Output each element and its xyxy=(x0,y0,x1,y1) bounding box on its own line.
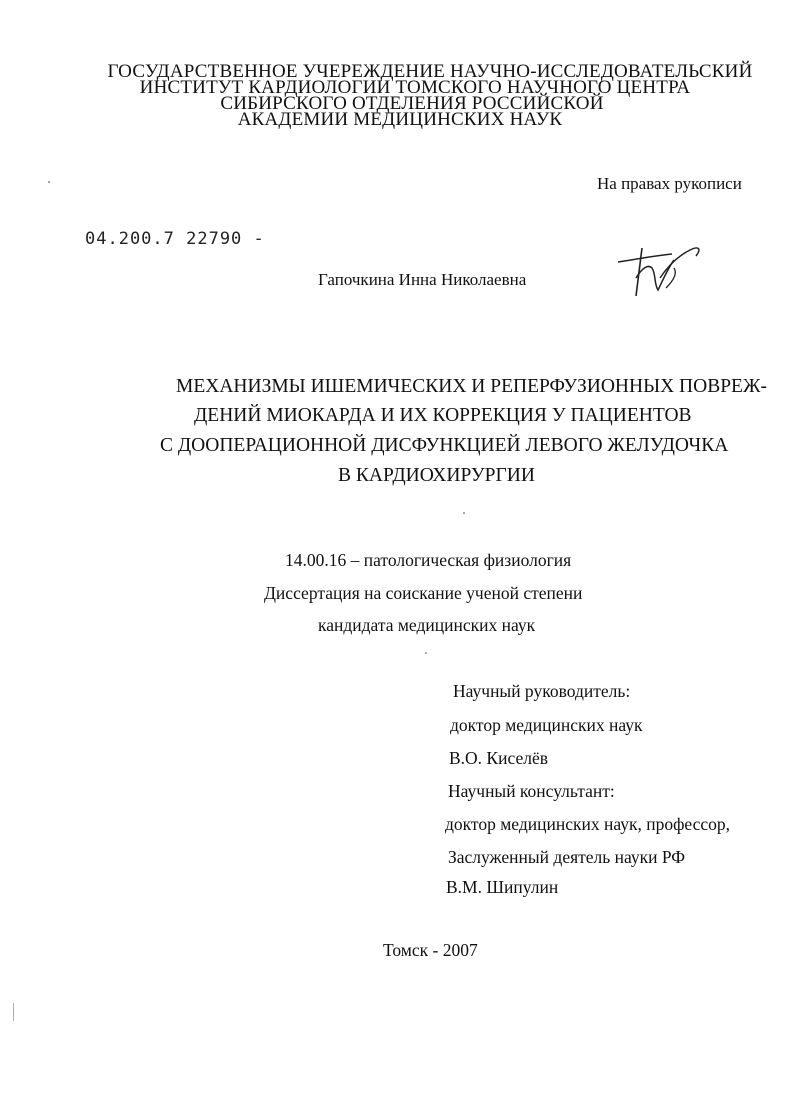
consultant-rank: доктор медицинских наук, профессор, xyxy=(445,814,731,834)
title-line-1: МЕХАНИЗМЫ ИШЕМИЧЕСКИХ И РЕПЕРФУЗИОННЫХ ПОВРЕЖ- xyxy=(176,376,767,397)
consultant-name: В.М. Шипулин xyxy=(446,877,559,897)
degree-line-1: Диссертация на соискание ученой степени xyxy=(264,583,583,603)
institution-line-3: СИБИРСКОГО ОТДЕЛЕНИЯ РОССИЙСКОЙ xyxy=(220,93,604,114)
author-name: Гапочкина Инна Николаевна xyxy=(318,270,527,289)
scan-speck xyxy=(13,1003,14,1021)
specialty-code: 14.00.16 – патологическая физиология xyxy=(285,550,572,570)
consultant-honor: Заслуженный деятель науки РФ xyxy=(448,847,686,867)
title-line-3: С ДООПЕРАЦИОННОЙ ДИСФУНКЦИЕЙ ЛЕВОГО ЖЕЛУДОЧКА xyxy=(160,435,729,456)
scan-speck xyxy=(48,181,50,183)
supervisor-rank: доктор медицинских наук xyxy=(450,715,643,735)
manuscript-note: На правах рукописи xyxy=(597,174,742,193)
registration-stamp: 04.200.7 22790 - xyxy=(85,229,265,249)
place-year: Томск - 2007 xyxy=(383,940,478,960)
supervisor-name: В.О. Киселёв xyxy=(449,748,548,768)
title-line-2: ДЕНИЙ МИОКАРДА И ИХ КОРРЕКЦИЯ У ПАЦИЕНТОВ xyxy=(194,405,692,426)
title-line-4: В КАРДИОХИРУРГИИ xyxy=(338,465,535,486)
institution-line-4: АКАДЕМИИ МЕДИЦИНСКИХ НАУК xyxy=(237,109,563,130)
consultant-label: Научный консультант: xyxy=(448,781,615,801)
signature-mark xyxy=(612,238,712,300)
degree-line-2: кандидата медицинских наук xyxy=(318,615,536,635)
institution-line-1: ГОСУДАРСТВЕННОЕ УЧЕРЕЖДЕНИЕ НАУЧНО-ИССЛЕДОВАТЕЛЬСКИЙ xyxy=(107,61,753,82)
supervisor-label: Научный руководитель: xyxy=(453,681,631,701)
scan-speck xyxy=(425,652,427,654)
scan-speck xyxy=(463,512,465,514)
institution-line-2: ИНСТИТУТ КАРДИОЛОГИИ ТОМСКОГО НАУЧНОГО ЦЕНТРА xyxy=(139,77,691,98)
